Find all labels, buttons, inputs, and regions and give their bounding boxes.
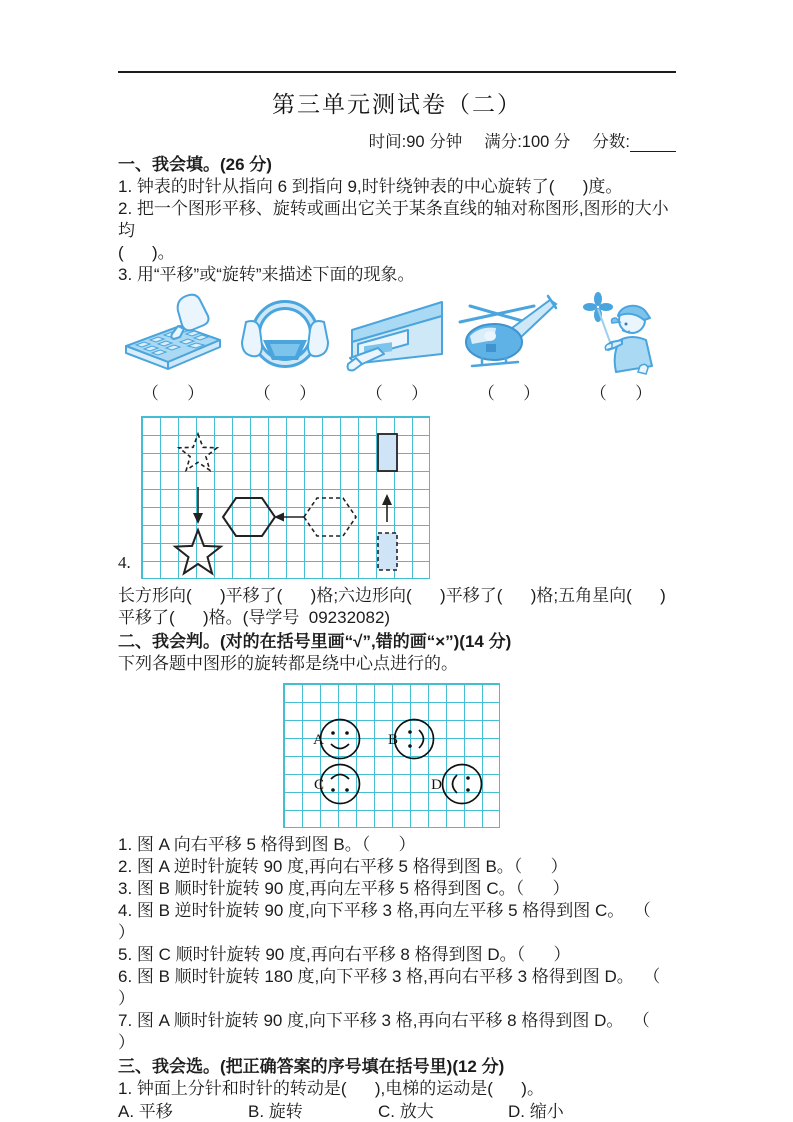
- solid-hexagon-shape: [223, 498, 275, 536]
- answer-blank-1: （ ）: [141, 384, 205, 403]
- answer-blank-2: （ ）: [253, 384, 317, 403]
- smiley-a-label: A: [313, 732, 324, 748]
- keyboard-typing-icon: [120, 292, 226, 378]
- time-label: 时间:90 分钟: [368, 133, 463, 151]
- rotation-grid-figure: [283, 683, 500, 828]
- up-arrow: [382, 494, 392, 522]
- figure-boy-pinwheel: [568, 292, 674, 404]
- option-c: C. 放大: [378, 1102, 434, 1121]
- solid-rectangle-shape: [378, 434, 397, 471]
- section-3-choose: [118, 1056, 676, 1122]
- helicopter-icon: [456, 292, 562, 378]
- smiley-b-rotated-90ccw: [395, 720, 434, 759]
- smiley-d-label: D: [431, 777, 442, 793]
- s1-q4-number: 4.: [118, 553, 131, 572]
- figure-keyboard: [120, 292, 226, 404]
- dashed-hexagon-shape: [304, 498, 356, 536]
- translation-grid-figure: [141, 416, 430, 579]
- answer-blank-4: （ ）: [477, 384, 541, 403]
- section-1-fill-in: [118, 154, 676, 629]
- option-a: A. 平移: [118, 1102, 173, 1121]
- s1-question-2-line2: ( )。: [118, 243, 175, 262]
- answer-blank-5: （ ）: [589, 384, 653, 403]
- full-score-label: 满分:100 分: [484, 133, 571, 151]
- s2-intro: 下列各题中图形的旋转都是绕中心点进行的。: [118, 654, 458, 673]
- score-field: [592, 128, 676, 152]
- s1-q4-line2: 平移了( )格。(导学号 09232082): [118, 608, 391, 627]
- s1-question-1: 1. 钟表的时针从指向 6 到指向 9,时针绕钟表的中心旋转了( )度。: [118, 177, 623, 196]
- score-label: 分数:: [592, 133, 630, 151]
- section-3-heading: 三、我会选。(把正确答案的序号填在括号里)(12 分): [118, 1057, 505, 1076]
- s2-items-list: [118, 834, 689, 1054]
- s2-item-5: 5. 图 C 顺时针旋转 90 度,再向右平移 8 格得到图 D。（ ）: [118, 945, 571, 964]
- s2-item-4: 4. 图 B 逆时针旋转 90 度,向下平移 3 格,再向左平移 5 格得到图 C。 （ ）: [118, 901, 680, 942]
- smiley-b-label: B: [387, 732, 398, 748]
- top-divider: [118, 71, 676, 73]
- page-content: [118, 0, 689, 1122]
- option-d: D. 缩小: [508, 1102, 564, 1121]
- steering-wheel-icon: [232, 292, 338, 378]
- dashed-star-shape: [179, 434, 217, 470]
- page-title: 第三单元测试卷（二）: [272, 92, 522, 117]
- smiley-c-label: C: [313, 777, 324, 793]
- smiley-d-rotated-90cw: [443, 765, 482, 804]
- s1-q4-grid-row: [118, 416, 676, 579]
- figure-steering-wheel: [232, 292, 338, 404]
- boy-with-pinwheel-icon: [576, 292, 666, 378]
- smiley-a-upright: [321, 720, 360, 759]
- section-2-judge: [118, 631, 689, 1054]
- solid-star-shape: [175, 530, 221, 573]
- section-1-heading: 一、我会填。(26 分): [118, 155, 272, 174]
- s2-item-1: 1. 图 A 向右平移 5 格得到图 B。（ ）: [118, 835, 416, 854]
- dashed-rectangle-shape: [378, 533, 397, 570]
- s2-item-3: 3. 图 B 顺时针旋转 90 度,再向左平移 5 格得到图 C。（ ）: [118, 879, 570, 898]
- answer-blank-3: （ ）: [365, 384, 429, 403]
- s3-options-row: [118, 1101, 676, 1122]
- option-b: B. 旋转: [248, 1102, 303, 1121]
- s1-q4-line1: 长方形向( )平移了( )格;六边形向( )平移了( )格;五角星向( ): [118, 586, 666, 605]
- s1-question-2-line1: 2. 把一个图形平移、旋转或画出它关于某条直线的轴对称图形,图形的大小均: [118, 199, 669, 240]
- section-2-heading: 二、我会判。(对的在括号里画“√”,错的画“×”)(14 分): [118, 632, 512, 651]
- rotation-grid-shapes: [284, 684, 501, 829]
- disc-into-player-icon: [344, 292, 450, 378]
- s2-item-2: 2. 图 A 逆时针旋转 90 度,再向右平移 5 格得到图 B。（ ）: [118, 857, 568, 876]
- down-arrow: [193, 487, 203, 524]
- exam-info-line: [118, 128, 676, 152]
- smiley-c-rotated-180: [321, 765, 360, 804]
- left-arrow: [274, 513, 305, 522]
- s3-question-1: 1. 钟面上分针和时针的转动是( ),电梯的运动是( )。: [118, 1079, 544, 1098]
- figure-helicopter: [456, 292, 562, 404]
- s1-q3-figures-row: [118, 292, 676, 404]
- s2-item-6: 6. 图 B 顺时针旋转 180 度,向下平移 3 格,再向右平移 3 格得到图 D。 （ ）: [118, 967, 689, 1008]
- translation-grid-shapes: [142, 417, 431, 580]
- score-blank-underline: [630, 134, 676, 152]
- s1-question-3: 3. 用“平移”或“旋转”来描述下面的现象。: [118, 265, 415, 284]
- s2-item-7: 7. 图 A 顺时针旋转 90 度,向下平移 3 格,再向右平移 8 格得到图 D。 （ ）: [118, 1011, 679, 1052]
- figure-disc-player: [344, 292, 450, 404]
